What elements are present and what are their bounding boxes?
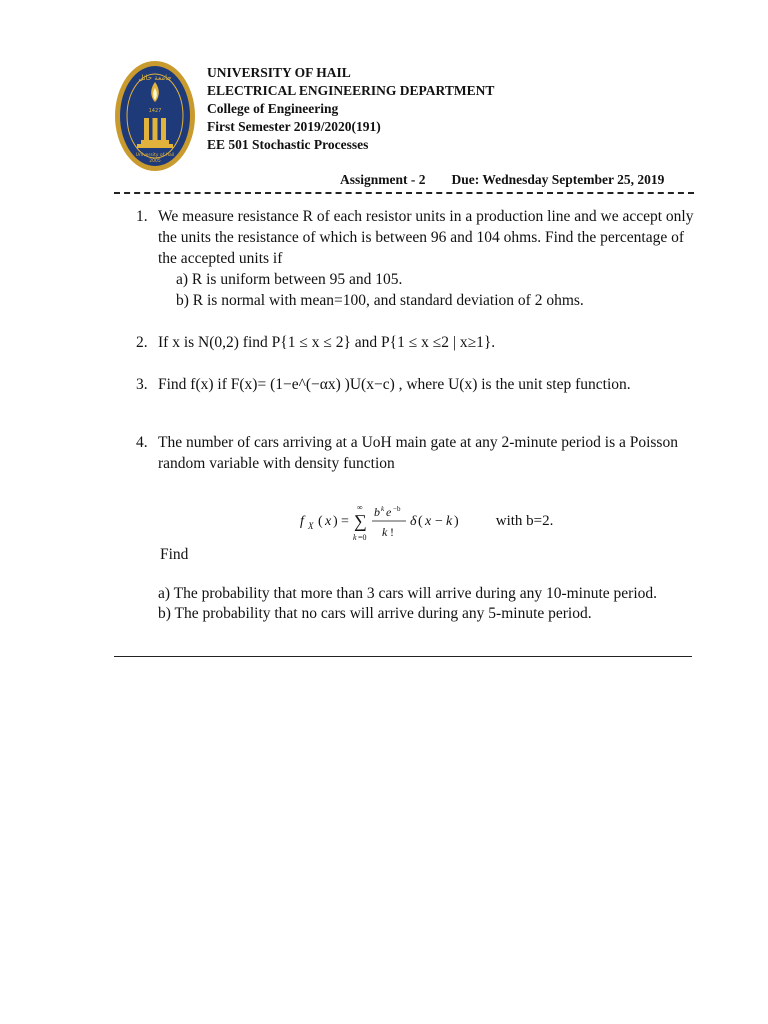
find-label: Find: [160, 546, 189, 563]
due-date: Due: Wednesday September 25, 2019: [451, 172, 665, 187]
question-text: If x is N(0,2) find P{1 ≤ x ≤ 2} and P{1 ≤ x ≤2 | x≥1}.: [158, 334, 496, 351]
svg-text:−: −: [435, 514, 443, 529]
question-part-a: a) The probability that more than 3 cars will arrive during any 10-minute period.: [158, 585, 658, 602]
svg-text:b: b: [374, 505, 380, 519]
question-number: 4.: [136, 434, 148, 451]
svg-text:=0: =0: [358, 533, 367, 542]
question-1: [136, 206, 696, 311]
question-text: The number of cars arriving at a UoH main gate at any 2-minute period is a Poisson random variable with density function: [158, 434, 678, 472]
assignment-label: Assignment - 2: [340, 172, 426, 187]
question-part-a: a) R is uniform between 95 and 105.: [176, 271, 403, 288]
svg-text:δ: δ: [410, 514, 417, 529]
question-text: Find f(x) if F(x)= (1−e^(−αx) )U(x−c) , where U(x) is the unit step function.: [158, 376, 631, 393]
question-3: [136, 374, 696, 395]
question-part-b: b) The probability that no cars will arrive during any 5-minute period.: [158, 605, 592, 622]
formula-graphic: [300, 500, 490, 544]
svg-text:(: (: [318, 514, 323, 529]
dashed-divider: [114, 192, 694, 194]
question-2: [136, 332, 696, 353]
svg-text:x: x: [325, 514, 332, 529]
svg-text:x: x: [425, 514, 432, 529]
question-text: We measure resistance R of each resistor units in a production line and we accept only the units the resistance of which is between 96 and 104 ohms. Find the percentage of the accepted units if: [158, 208, 694, 267]
logo-caption-year: 2005: [149, 159, 161, 164]
formula-suffix: with b=2.: [495, 513, 554, 530]
question-number: 3.: [136, 376, 148, 393]
svg-text:k: k: [446, 514, 453, 529]
question-number: 2.: [136, 334, 148, 351]
svg-text:!: !: [390, 525, 394, 539]
department-name: ELECTRICAL ENGINEERING DEPARTMENT: [207, 83, 495, 98]
university-name: UNIVERSITY OF HAIL: [207, 65, 351, 80]
question-4-parts: [158, 584, 698, 624]
svg-text:−b: −b: [393, 505, 401, 513]
question-number: 1.: [136, 208, 148, 225]
svg-text:e: e: [386, 505, 392, 519]
svg-text:(: (: [418, 514, 423, 529]
course-name: EE 501 Stochastic Processes: [207, 137, 369, 152]
semester: First Semester 2019/2020(191): [207, 119, 381, 134]
svg-text:∞: ∞: [357, 503, 363, 512]
logo-caption: University of Hail: [135, 153, 175, 158]
university-logo: [114, 60, 196, 172]
svg-text:k: k: [353, 533, 357, 542]
college-name: College of Engineering: [207, 101, 339, 116]
svg-text:=: =: [341, 514, 349, 529]
svg-text:): ): [454, 514, 459, 529]
question-part-b: b) R is normal with mean=100, and standard deviation of 2 ohms.: [176, 292, 584, 309]
poisson-density-formula: [300, 500, 553, 544]
svg-text:∑: ∑: [354, 511, 367, 531]
logo-year: 1427: [148, 108, 162, 114]
svg-text:k: k: [381, 505, 385, 513]
svg-text:): ): [333, 514, 338, 529]
assignment-line: [340, 172, 664, 188]
svg-text:X: X: [308, 521, 314, 531]
svg-text:k: k: [382, 525, 388, 539]
svg-text:f: f: [300, 514, 304, 529]
logo-arabic-text: جامعة حائل: [138, 74, 172, 82]
bottom-divider: [114, 656, 692, 657]
question-4: [136, 432, 696, 474]
header-block: [207, 64, 494, 154]
